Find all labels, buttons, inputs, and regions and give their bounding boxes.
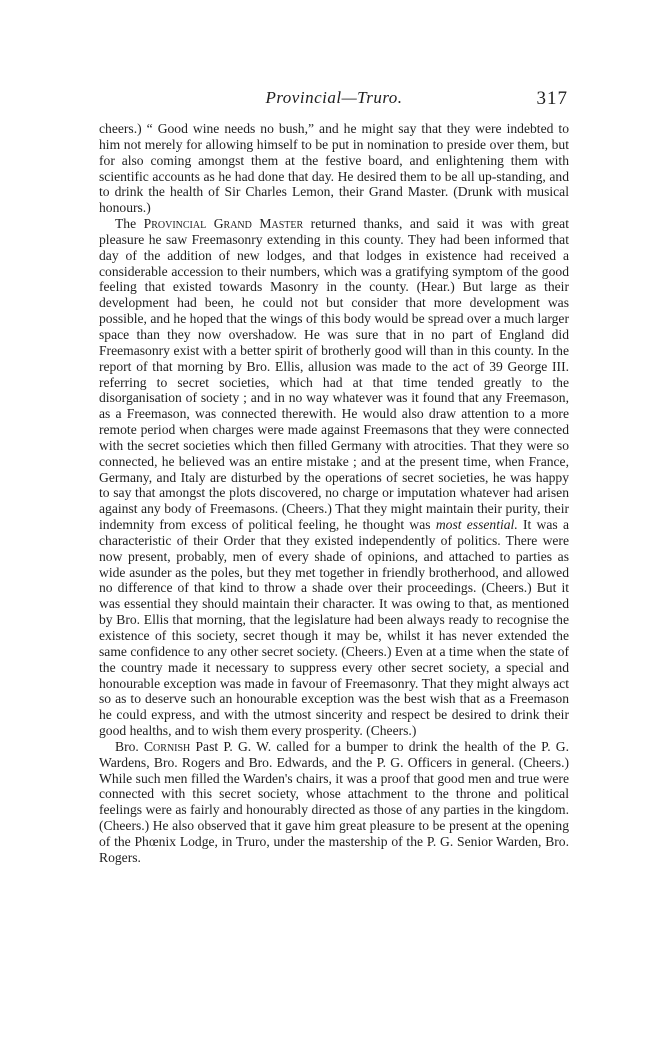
speaker-name: Provincial Grand Master: [143, 216, 304, 232]
paragraph-text: Bro.: [115, 738, 144, 754]
page-number: 317: [536, 88, 568, 109]
paragraph-text: It was a characteristic of their Order that they existed independently of politics. There were now present, probably, men of every shade of opinions, and attached to parties as wide asunder as the poles, but they met together in friendly brotherhood, and allowed no difference of that kind to throw a shade over their proceedings. (Cheers.) But it was essential they should maintain their character. It was owing to that, as mentioned by Bro. Ellis that morning, that the legislature had been always ready to recognise the existence of this society, secret though it may be, whilst it has never extended the same confidence to any other secret society. (Cheers.) Even at a time when the state of the country made it necessary to suppress every other secret society, a special and honourable exception was made in favour of Freemasonry. That they might always act so as to deserve such an honourable exception was the best wish that as a Freemason he could express, and with the utmost sincerity and respect be desired to drink their good healths, and to wish them every prosperity. (Cheers.): [99, 517, 569, 739]
paragraph-text: Past P. G. W. called for a bumper to drink the health of the P. G. Wardens, Bro. Rogers and Bro. Edwards, and the P. G. Officers in general. (Cheers.) While such men filled the Warden's chairs, it was a proof that good men and true were connected with this secret society, whose attachment to the throne and political feelings were as fairly and honourably directed as those of any parties in the kingdom. (Cheers.) He also observed that it gave him great pleasure to be present at the opening of the Phœnix Lodge, in Truro, under the mastership of the P. G. Senior Warden, Bro. Rogers.: [99, 738, 570, 865]
speaker-name: Cornish: [143, 738, 191, 754]
paragraph-cornish-toast: [99, 739, 569, 866]
paragraph-text: returned thanks, and said it was with great pleasure he saw Freemasonry extending in this county. They had been informed that day of the addition of new lodges, and that lodges in existence had received a considerable accession to their numbers, which was a gratifying symptom of the good feeling that existed towards Masonry in the county. (Hear.) But large as their development had been, he could not but consider that more development was possible, and he hoped that the wings of this body would be spread over a much larger space than they now overshadow. He was sure that in no part of England did Freemasonry exist with a better spirit of brotherly good will than in this county. In the report of that morning by Bro. Ellis, allusion was made to the act of 39 George III. referring to secret societies, which had at that time tended greatly to the disorganisation of society ; and in no way whatever was it found that any Freemason, as a Freemason, was connected therewith. He would also draw attention to a more remote period when charges were made against Freemasons that they were connected with the secret societies which then filled Germany with atrocities. That they were so connected, he believed was an entire mistake ; and at the present time, when France, Germany, and Italy are disturbed by the operations of secret societies, he was happy to say that amongst the plots discovered, no charge or imputation whatever had arisen against any body of Freemasons. (Cheers.) That they might maintain their purity, their indemnity from excess of political feeling, he thought was: [99, 216, 569, 533]
paragraph-continued: [99, 121, 569, 216]
running-title: Provincial—Truro.: [265, 88, 403, 107]
body-text: [99, 121, 569, 866]
running-header: [100, 88, 568, 112]
emphasis-text: most essential.: [435, 517, 518, 533]
paragraph-text: The: [115, 216, 144, 232]
paragraph-grand-master-reply: [99, 216, 569, 739]
paragraph-text: cheers.) “ Good wine needs no bush,” and he might say that they were indebted to him not merely for allowing himself to be put in nomination to preside over them, but for also coming amongst them at the festive board, and enlightening them with scientific accounts as he had done that day. He desired them to be all up-standing, and to drink the health of Sir Charles Lemon, their Grand Master. (Drunk with musical honours.): [99, 121, 569, 216]
